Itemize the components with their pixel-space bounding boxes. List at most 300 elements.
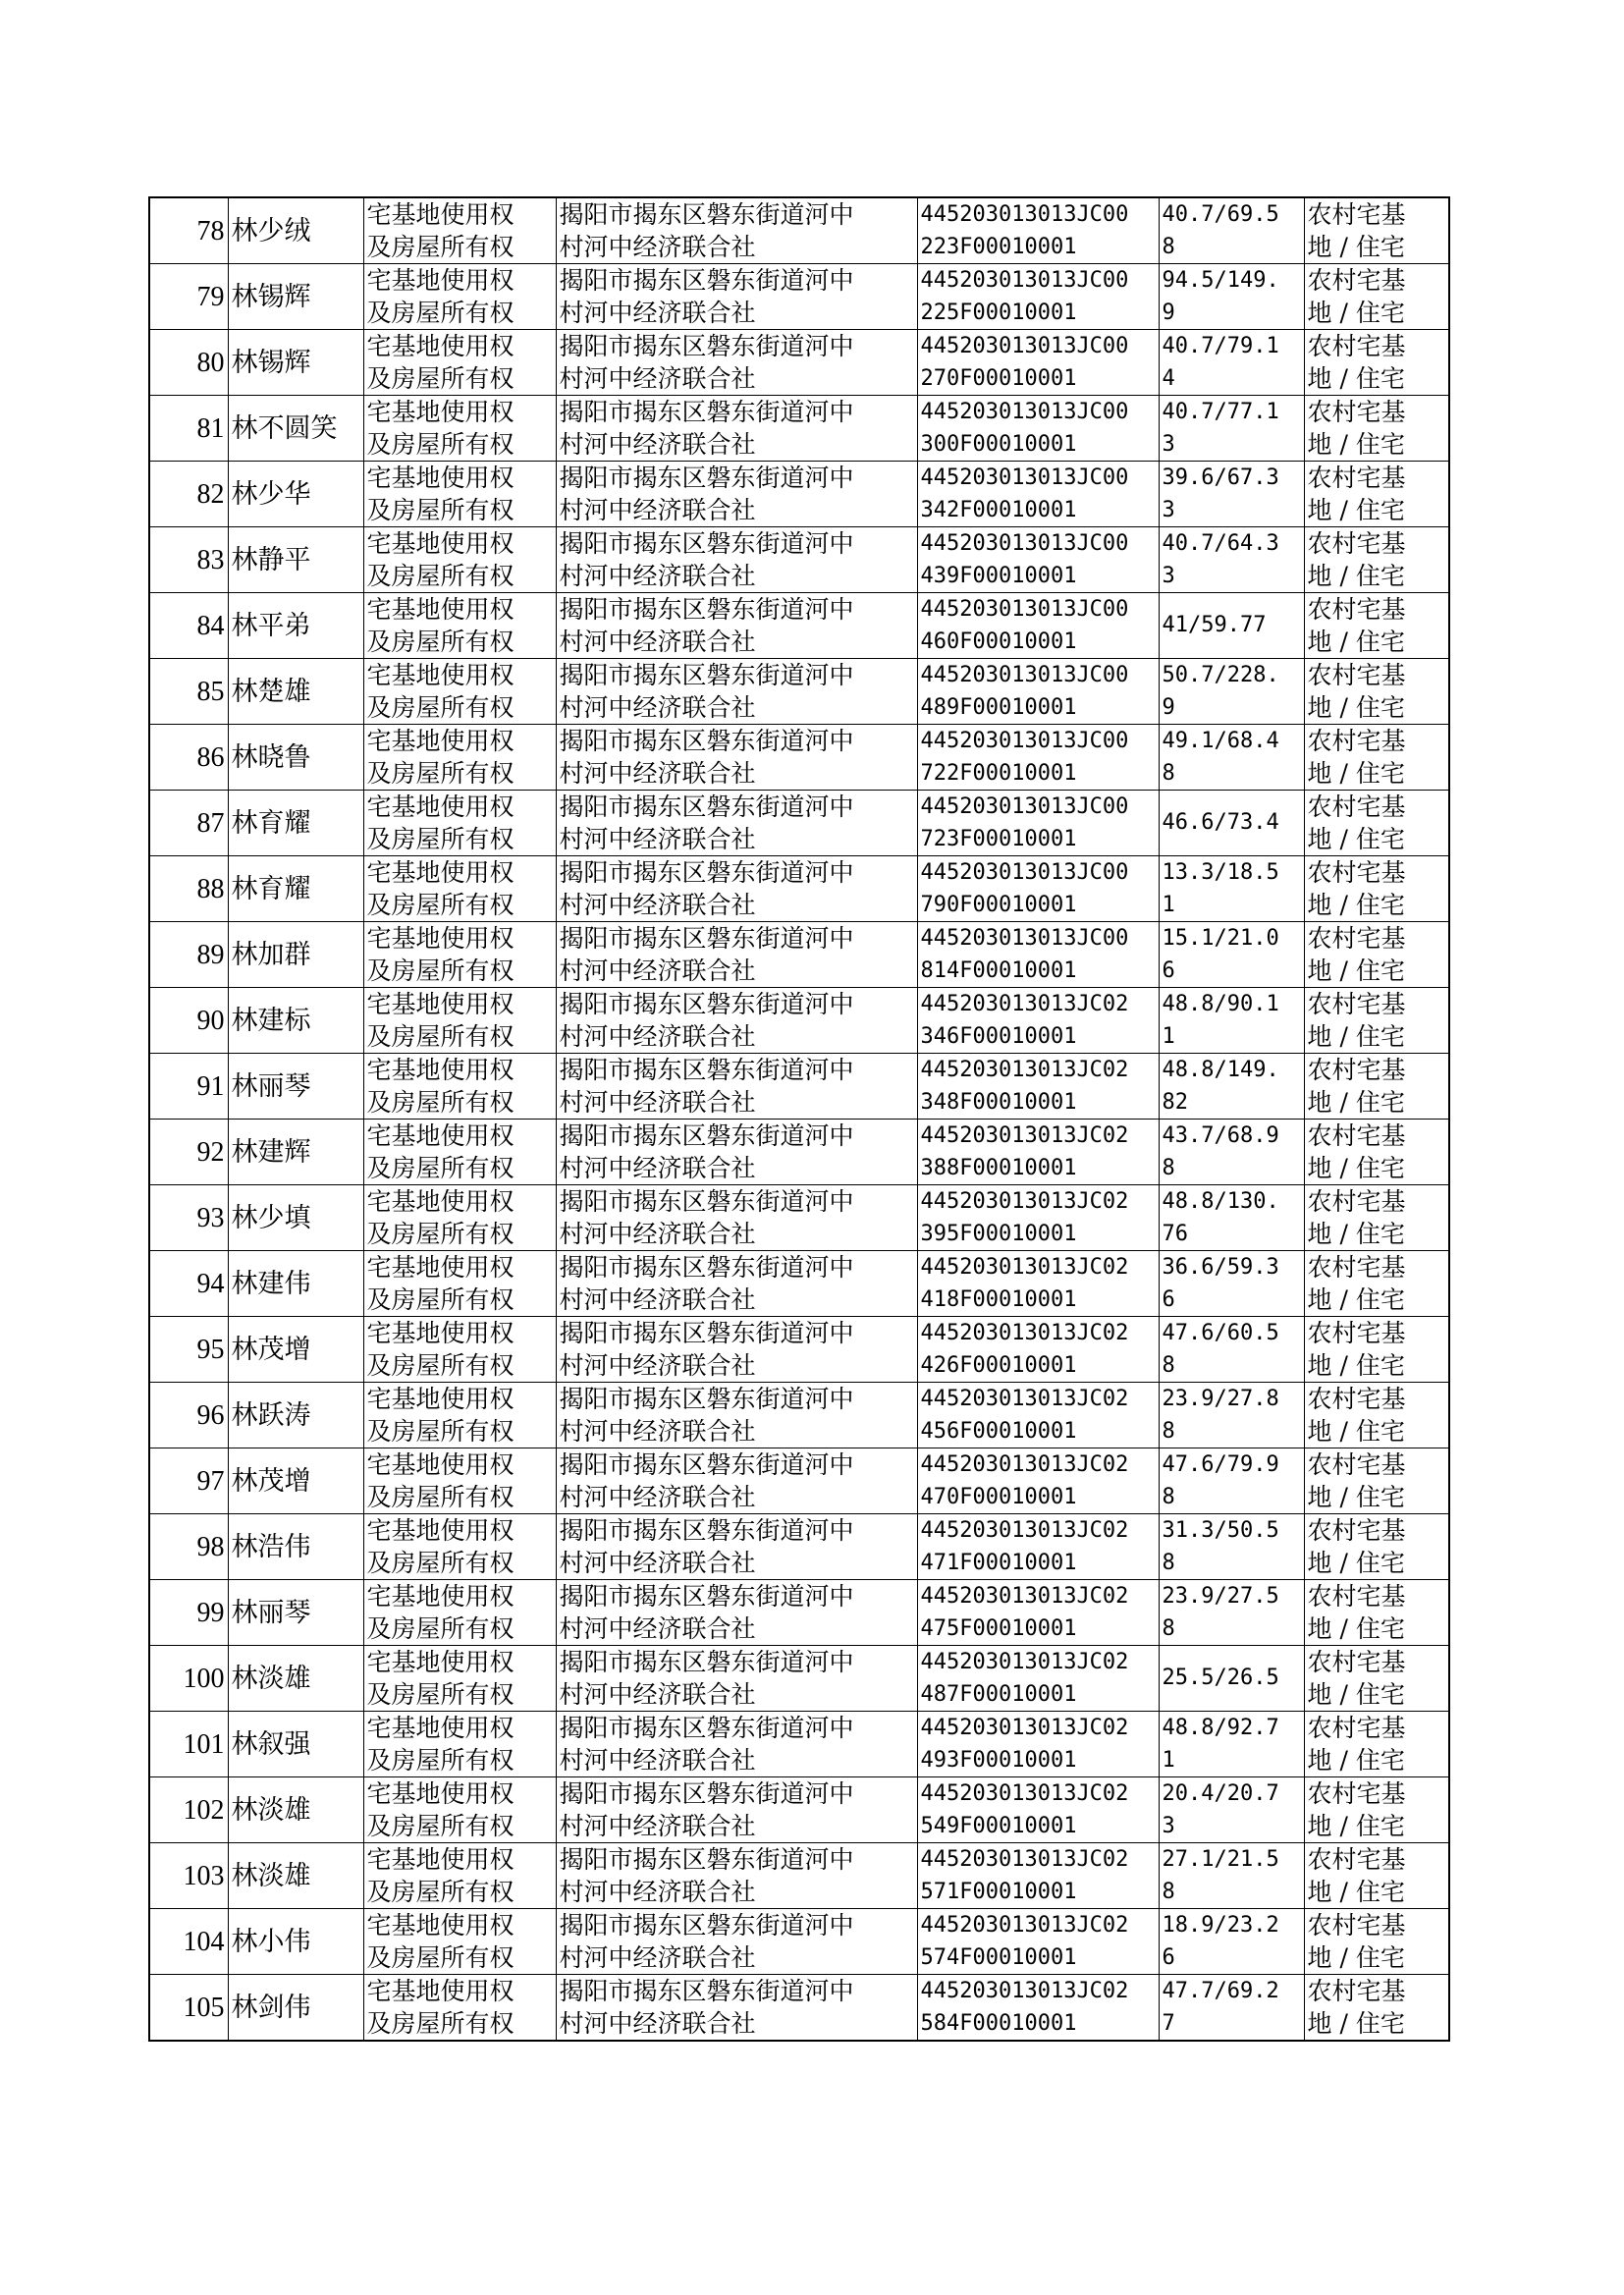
collective-org-line: 村河中经济联合社: [559, 1285, 756, 1314]
unit-code-cell: [917, 1317, 1159, 1383]
land-use-cell: [1304, 1580, 1449, 1646]
collective-org-cell: [556, 1448, 917, 1514]
right-type-line: 及房屋所有权: [366, 1220, 514, 1248]
unit-code-cell: [917, 264, 1159, 330]
land-use-line: 农村宅基: [1307, 1121, 1406, 1150]
unit-code-line: 445203013013JC02: [920, 1781, 1129, 1806]
owner-name-cell: 林少填: [228, 1185, 363, 1251]
right-type-cell: [363, 856, 556, 922]
owner-name-cell: 林静平: [228, 527, 363, 593]
right-type-line: 及房屋所有权: [366, 1812, 514, 1840]
land-use-line: 地 / 住宅: [1307, 693, 1405, 722]
area-cell: [1159, 1317, 1304, 1383]
area-line: 3: [1162, 432, 1175, 457]
row-number-cell: 78: [149, 197, 228, 264]
right-type-line: 及房屋所有权: [366, 1351, 514, 1380]
land-use-cell: [1304, 1909, 1449, 1975]
owner-name-cell: 林楚雄: [228, 659, 363, 725]
collective-org-line: 揭阳市揭东区磐东街道河中: [559, 266, 854, 295]
table-row: [149, 197, 1449, 264]
area-cell: [1159, 1054, 1304, 1120]
land-use-line: 地 / 住宅: [1307, 233, 1405, 261]
land-use-line: 地 / 住宅: [1307, 1680, 1405, 1709]
land-use-line: 农村宅基: [1307, 858, 1406, 887]
area-line: 82: [1162, 1090, 1188, 1115]
land-use-cell: [1304, 1843, 1449, 1909]
area-line: 8: [1162, 1353, 1175, 1378]
collective-org-line: 村河中经济联合社: [559, 1614, 756, 1643]
area-cell: [1159, 330, 1304, 396]
land-use-line: 地 / 住宅: [1307, 1812, 1405, 1840]
right-type-line: 及房屋所有权: [366, 562, 514, 590]
land-use-line: 地 / 住宅: [1307, 1022, 1405, 1051]
table-row: [149, 527, 1449, 593]
unit-code-cell: [917, 1054, 1159, 1120]
unit-code-line: 722F00010001: [920, 761, 1077, 786]
land-use-line: 地 / 住宅: [1307, 1549, 1405, 1577]
unit-code-line: 549F00010001: [920, 1814, 1077, 1838]
owner-name-cell: 林少华: [228, 462, 363, 527]
right-type-cell: [363, 330, 556, 396]
collective-org-line: 揭阳市揭东区磐东街道河中: [559, 398, 854, 426]
right-type-line: 宅基地使用权: [366, 727, 514, 755]
land-use-line: 农村宅基: [1307, 398, 1406, 426]
table-row: [149, 462, 1449, 527]
land-use-line: 地 / 住宅: [1307, 1417, 1405, 1446]
right-type-cell: [363, 1646, 556, 1712]
area-line: 3: [1162, 1814, 1175, 1838]
collective-org-cell: [556, 1843, 917, 1909]
owner-name-cell: 林锡辉: [228, 264, 363, 330]
land-use-line: 地 / 住宅: [1307, 299, 1405, 327]
collective-org-line: 揭阳市揭东区磐东街道河中: [559, 529, 854, 558]
area-cell: [1159, 1120, 1304, 1185]
collective-org-line: 村河中经济联合社: [559, 1417, 756, 1446]
table-row: [149, 1185, 1449, 1251]
collective-org-cell: [556, 1383, 917, 1448]
right-type-line: 宅基地使用权: [366, 1516, 514, 1545]
right-type-line: 及房屋所有权: [366, 233, 514, 261]
area-line: 4: [1162, 366, 1175, 391]
land-use-line: 农村宅基: [1307, 1714, 1406, 1742]
collective-org-line: 村河中经济联合社: [559, 1943, 756, 1972]
collective-org-line: 村河中经济联合社: [559, 1812, 756, 1840]
area-cell: [1159, 1514, 1304, 1580]
area-line: 8: [1162, 761, 1175, 786]
unit-code-line: 388F00010001: [920, 1156, 1077, 1180]
land-use-line: 地 / 住宅: [1307, 1220, 1405, 1248]
right-type-cell: [363, 1054, 556, 1120]
table-body: [149, 197, 1449, 2041]
unit-code-line: 445203013013JC00: [920, 729, 1129, 753]
area-line: 50.7/228.: [1162, 663, 1279, 687]
land-use-cell: [1304, 330, 1449, 396]
unit-code-line: 445203013013JC02: [920, 1058, 1129, 1082]
land-use-cell: [1304, 856, 1449, 922]
land-use-cell: [1304, 659, 1449, 725]
land-use-line: 农村宅基: [1307, 990, 1406, 1018]
area-line: 20.4/20.7: [1162, 1781, 1279, 1806]
right-type-line: 及房屋所有权: [366, 1483, 514, 1511]
collective-org-cell: [556, 988, 917, 1054]
row-number-cell: 99: [149, 1580, 228, 1646]
collective-org-cell: [556, 659, 917, 725]
right-type-cell: [363, 1251, 556, 1317]
unit-code-line: 445203013013JC00: [920, 663, 1129, 687]
right-type-cell: [363, 527, 556, 593]
collective-org-line: 揭阳市揭东区磐东街道河中: [559, 1187, 854, 1216]
collective-org-line: 村河中经济联合社: [559, 562, 756, 590]
area-line: 47.7/69.2: [1162, 1979, 1279, 2003]
collective-org-line: 揭阳市揭东区磐东街道河中: [559, 1977, 854, 2005]
collective-org-line: 村河中经济联合社: [559, 364, 756, 393]
land-use-line: 农村宅基: [1307, 1450, 1406, 1479]
right-type-line: 宅基地使用权: [366, 398, 514, 426]
area-line: 49.1/68.4: [1162, 729, 1279, 753]
land-use-line: 地 / 住宅: [1307, 1088, 1405, 1117]
area-line: 40.7/77.1: [1162, 400, 1279, 424]
collective-org-line: 揭阳市揭东区磐东街道河中: [559, 858, 854, 887]
land-use-line: 地 / 住宅: [1307, 562, 1405, 590]
row-number-cell: 89: [149, 922, 228, 988]
area-cell: [1159, 1448, 1304, 1514]
land-use-line: 农村宅基: [1307, 529, 1406, 558]
right-type-cell: [363, 264, 556, 330]
area-cell: [1159, 264, 1304, 330]
owner-name-cell: 林小伟: [228, 1909, 363, 1975]
area-cell: [1159, 197, 1304, 264]
area-line: 3: [1162, 564, 1175, 588]
owner-name-cell: 林淡雄: [228, 1646, 363, 1712]
right-type-cell: [363, 1317, 556, 1383]
collective-org-line: 揭阳市揭东区磐东街道河中: [559, 1779, 854, 1808]
collective-org-cell: [556, 791, 917, 856]
owner-name-cell: 林剑伟: [228, 1975, 363, 2042]
right-type-line: 宅基地使用权: [366, 332, 514, 360]
unit-code-cell: [917, 1975, 1159, 2042]
collective-org-line: 揭阳市揭东区磐东街道河中: [559, 464, 854, 492]
unit-code-line: 445203013013JC02: [920, 1650, 1129, 1674]
owner-name-cell: 林淡雄: [228, 1777, 363, 1843]
unit-code-line: 342F00010001: [920, 498, 1077, 522]
right-type-line: 及房屋所有权: [366, 1417, 514, 1446]
unit-code-line: 445203013013JC02: [920, 1387, 1129, 1411]
table-row: [149, 1712, 1449, 1777]
land-use-cell: [1304, 1185, 1449, 1251]
owner-name-cell: 林加群: [228, 922, 363, 988]
land-use-cell: [1304, 1448, 1449, 1514]
unit-code-cell: [917, 396, 1159, 462]
area-cell: [1159, 988, 1304, 1054]
unit-code-line: 445203013013JC02: [920, 1716, 1129, 1740]
collective-org-cell: [556, 1054, 917, 1120]
unit-code-line: 445203013013JC02: [920, 1255, 1129, 1280]
right-type-line: 宅基地使用权: [366, 792, 514, 821]
owner-name-cell: 林叙强: [228, 1712, 363, 1777]
unit-code-line: 445203013013JC00: [920, 334, 1129, 358]
right-type-line: 宅基地使用权: [366, 1779, 514, 1808]
collective-org-cell: [556, 1712, 917, 1777]
row-number-cell: 102: [149, 1777, 228, 1843]
land-use-line: 农村宅基: [1307, 1253, 1406, 1282]
right-type-cell: [363, 1975, 556, 2042]
right-type-cell: [363, 197, 556, 264]
unit-code-line: 445203013013JC02: [920, 1321, 1129, 1345]
unit-code-line: 487F00010001: [920, 1682, 1077, 1707]
collective-org-line: 揭阳市揭东区磐东街道河中: [559, 792, 854, 821]
owner-name-cell: 林少绒: [228, 197, 363, 264]
land-use-line: 农村宅基: [1307, 200, 1406, 229]
land-use-line: 地 / 住宅: [1307, 1943, 1405, 1972]
collective-org-line: 村河中经济联合社: [559, 628, 756, 656]
right-type-line: 宅基地使用权: [366, 1911, 514, 1940]
right-type-cell: [363, 462, 556, 527]
collective-org-line: 村河中经济联合社: [559, 1220, 756, 1248]
right-type-line: 及房屋所有权: [366, 364, 514, 393]
table-row: [149, 330, 1449, 396]
table-row: [149, 264, 1449, 330]
collective-org-cell: [556, 856, 917, 922]
land-use-line: 地 / 住宅: [1307, 1154, 1405, 1182]
right-type-line: 及房屋所有权: [366, 628, 514, 656]
unit-code-line: 489F00010001: [920, 695, 1077, 720]
collective-org-cell: [556, 1580, 917, 1646]
unit-code-cell: [917, 988, 1159, 1054]
row-number-cell: 93: [149, 1185, 228, 1251]
collective-org-line: 揭阳市揭东区磐东街道河中: [559, 661, 854, 689]
collective-org-line: 村河中经济联合社: [559, 1746, 756, 1775]
table-row: [149, 1646, 1449, 1712]
unit-code-line: 723F00010001: [920, 827, 1077, 851]
area-line: 3: [1162, 498, 1175, 522]
owner-name-cell: 林淡雄: [228, 1843, 363, 1909]
collective-org-line: 揭阳市揭东区磐东街道河中: [559, 1253, 854, 1282]
unit-code-line: 814F00010001: [920, 958, 1077, 983]
unit-code-cell: [917, 1580, 1159, 1646]
land-use-cell: [1304, 922, 1449, 988]
area-cell: [1159, 462, 1304, 527]
unit-code-cell: [917, 197, 1159, 264]
row-number-cell: 100: [149, 1646, 228, 1712]
collective-org-cell: [556, 1317, 917, 1383]
land-use-cell: [1304, 1975, 1449, 2042]
land-use-line: 农村宅基: [1307, 332, 1406, 360]
unit-code-line: 470F00010001: [920, 1485, 1077, 1509]
collective-org-cell: [556, 1777, 917, 1843]
land-use-line: 地 / 住宅: [1307, 1285, 1405, 1314]
collective-org-cell: [556, 527, 917, 593]
row-number-cell: 84: [149, 593, 228, 659]
land-use-cell: [1304, 264, 1449, 330]
land-use-cell: [1304, 1120, 1449, 1185]
area-line: 6: [1162, 1287, 1175, 1312]
unit-code-cell: [917, 1251, 1159, 1317]
land-use-line: 地 / 住宅: [1307, 430, 1405, 459]
area-line: 15.1/21.0: [1162, 926, 1279, 951]
area-cell: [1159, 856, 1304, 922]
unit-code-line: 445203013013JC02: [920, 1518, 1129, 1543]
area-cell: [1159, 1383, 1304, 1448]
land-use-line: 地 / 住宅: [1307, 1614, 1405, 1643]
right-type-cell: [363, 791, 556, 856]
area-line: 23.9/27.8: [1162, 1387, 1279, 1411]
unit-code-line: 445203013013JC02: [920, 1847, 1129, 1872]
row-number-cell: 79: [149, 264, 228, 330]
land-use-cell: [1304, 1317, 1449, 1383]
area-line: 8: [1162, 1419, 1175, 1444]
area-cell: [1159, 396, 1304, 462]
land-use-line: 农村宅基: [1307, 727, 1406, 755]
area-line: 7: [1162, 2011, 1175, 2036]
table-row: [149, 396, 1449, 462]
unit-code-cell: [917, 1120, 1159, 1185]
land-use-line: 农村宅基: [1307, 1056, 1406, 1084]
owner-name-cell: 林建辉: [228, 1120, 363, 1185]
row-number-cell: 91: [149, 1054, 228, 1120]
row-number-cell: 105: [149, 1975, 228, 2042]
area-line: 40.7/64.3: [1162, 531, 1279, 556]
area-line: 40.7/69.5: [1162, 202, 1279, 227]
area-text: 25.5/26.5: [1162, 1666, 1279, 1690]
unit-code-cell: [917, 462, 1159, 527]
owner-name-cell: 林平弟: [228, 593, 363, 659]
row-number-cell: 95: [149, 1317, 228, 1383]
row-number-cell: 103: [149, 1843, 228, 1909]
table-row: [149, 1580, 1449, 1646]
collective-org-line: 村河中经济联合社: [559, 2009, 756, 2038]
row-number-cell: 101: [149, 1712, 228, 1777]
collective-org-line: 村河中经济联合社: [559, 1680, 756, 1709]
land-use-cell: [1304, 791, 1449, 856]
table-row: [149, 1777, 1449, 1843]
collective-org-line: 村河中经济联合社: [559, 299, 756, 327]
unit-code-line: 445203013013JC02: [920, 1189, 1129, 1214]
right-type-line: 及房屋所有权: [366, 825, 514, 853]
table-row: [149, 1251, 1449, 1317]
right-type-cell: [363, 1777, 556, 1843]
owner-name-cell: 林建标: [228, 988, 363, 1054]
land-use-cell: [1304, 527, 1449, 593]
table-row: [149, 593, 1449, 659]
area-cell: [1159, 659, 1304, 725]
row-number-cell: 104: [149, 1909, 228, 1975]
land-use-line: 农村宅基: [1307, 1845, 1406, 1874]
collective-org-cell: [556, 1909, 917, 1975]
row-number-cell: 97: [149, 1448, 228, 1514]
unit-code-cell: [917, 1514, 1159, 1580]
right-type-line: 宅基地使用权: [366, 1319, 514, 1347]
right-type-cell: [363, 1120, 556, 1185]
collective-org-line: 揭阳市揭东区磐东街道河中: [559, 1121, 854, 1150]
unit-code-line: 574F00010001: [920, 1945, 1077, 1970]
collective-org-line: 村河中经济联合社: [559, 1351, 756, 1380]
area-line: 36.6/59.3: [1162, 1255, 1279, 1280]
right-type-line: 及房屋所有权: [366, 1022, 514, 1051]
unit-code-cell: [917, 593, 1159, 659]
unit-code-line: 439F00010001: [920, 564, 1077, 588]
collective-org-line: 村河中经济联合社: [559, 759, 756, 788]
unit-code-line: 270F00010001: [920, 366, 1077, 391]
collective-org-line: 揭阳市揭东区磐东街道河中: [559, 1845, 854, 1874]
right-type-line: 宅基地使用权: [366, 661, 514, 689]
row-number-cell: 92: [149, 1120, 228, 1185]
table-row: [149, 1383, 1449, 1448]
unit-code-cell: [917, 1383, 1159, 1448]
area-line: 13.3/18.5: [1162, 860, 1279, 885]
unit-code-cell: [917, 527, 1159, 593]
area-cell: [1159, 1975, 1304, 2042]
area-line: 9: [1162, 301, 1175, 325]
owner-name-cell: 林晓鲁: [228, 725, 363, 791]
land-use-line: 农村宅基: [1307, 792, 1406, 821]
unit-code-line: 493F00010001: [920, 1748, 1077, 1773]
area-line: 39.6/67.3: [1162, 465, 1279, 490]
land-use-line: 地 / 住宅: [1307, 628, 1405, 656]
right-type-line: 宅基地使用权: [366, 1648, 514, 1676]
area-line: 23.9/27.5: [1162, 1584, 1279, 1609]
land-use-line: 农村宅基: [1307, 1516, 1406, 1545]
right-type-line: 及房屋所有权: [366, 1878, 514, 1906]
land-use-line: 农村宅基: [1307, 1779, 1406, 1808]
collective-org-line: 村河中经济联合社: [559, 825, 756, 853]
collective-org-line: 村河中经济联合社: [559, 496, 756, 524]
land-use-cell: [1304, 1383, 1449, 1448]
right-type-cell: [363, 725, 556, 791]
row-number-cell: 83: [149, 527, 228, 593]
unit-code-cell: [917, 1712, 1159, 1777]
owner-name-cell: 林育耀: [228, 856, 363, 922]
right-type-cell: [363, 1580, 556, 1646]
right-type-line: 及房屋所有权: [366, 693, 514, 722]
area-line: 40.7/79.1: [1162, 334, 1279, 358]
area-line: 48.8/130.: [1162, 1189, 1279, 1214]
land-use-cell: [1304, 593, 1449, 659]
collective-org-line: 揭阳市揭东区磐东街道河中: [559, 924, 854, 953]
unit-code-line: 300F00010001: [920, 432, 1077, 457]
unit-code-line: 445203013013JC00: [920, 202, 1129, 227]
right-type-cell: [363, 1514, 556, 1580]
area-line: 31.3/50.5: [1162, 1518, 1279, 1543]
property-rights-table: [148, 196, 1450, 2042]
area-line: 1: [1162, 893, 1175, 917]
area-line: 6: [1162, 1945, 1175, 1970]
row-number-cell: 82: [149, 462, 228, 527]
right-type-line: 宅基地使用权: [366, 858, 514, 887]
row-number-cell: 81: [149, 396, 228, 462]
right-type-line: 宅基地使用权: [366, 595, 514, 624]
right-type-line: 及房屋所有权: [366, 1746, 514, 1775]
unit-code-line: 456F00010001: [920, 1419, 1077, 1444]
area-cell: [1159, 1843, 1304, 1909]
collective-org-line: 揭阳市揭东区磐东街道河中: [559, 1582, 854, 1611]
area-line: 76: [1162, 1222, 1188, 1246]
row-number-cell: 80: [149, 330, 228, 396]
unit-code-line: 475F00010001: [920, 1616, 1077, 1641]
row-number-cell: 94: [149, 1251, 228, 1317]
owner-name-cell: 林不圆笑: [228, 396, 363, 462]
collective-org-line: 揭阳市揭东区磐东街道河中: [559, 1450, 854, 1479]
collective-org-cell: [556, 396, 917, 462]
right-type-line: 及房屋所有权: [366, 496, 514, 524]
unit-code-line: 445203013013JC02: [920, 1979, 1129, 2003]
area-line: 8: [1162, 1880, 1175, 1904]
unit-code-cell: [917, 330, 1159, 396]
right-type-line: 宅基地使用权: [366, 1714, 514, 1742]
land-use-line: 农村宅基: [1307, 1977, 1406, 2005]
right-type-line: 及房屋所有权: [366, 1549, 514, 1577]
table-row: [149, 659, 1449, 725]
right-type-cell: [363, 1383, 556, 1448]
